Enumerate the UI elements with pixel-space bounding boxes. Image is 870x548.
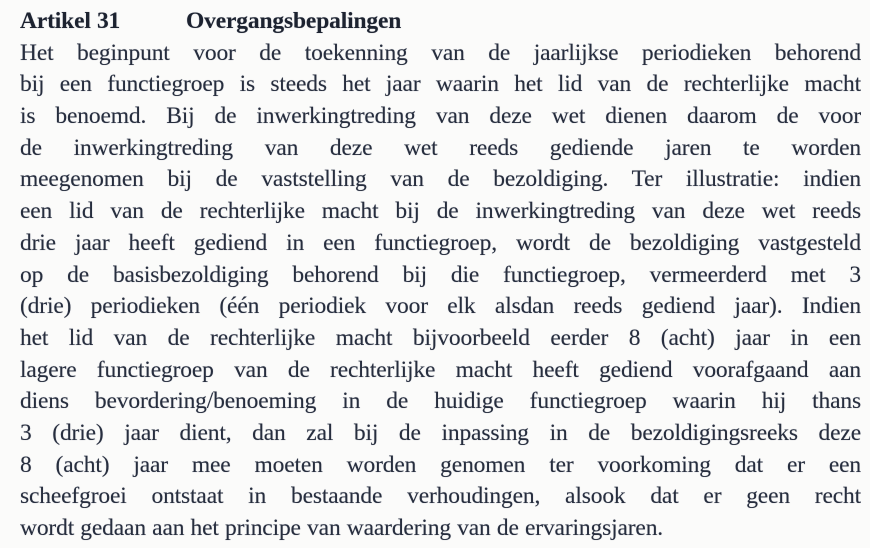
text-line: (drie) periodieken (één periodiek voor elk alsdan reeds gediend jaar). Indien — [20, 293, 861, 320]
article-number: Artikel 31 — [20, 8, 121, 34]
article-heading — [20, 6, 861, 38]
text-line: 8 (acht) jaar mee moeten worden genomen ter voorkoming dat er een — [20, 451, 861, 478]
text-line: scheefgroei ontstaat in bestaande verhoudingen, alsook dat er geen recht — [20, 483, 861, 510]
text-line: lagere functiegroep van de rechterlijke macht heeft gediend voorafgaand aan — [20, 356, 861, 383]
text-line: de inwerkingtreding van deze wet reeds gediende jaren te worden — [20, 134, 861, 161]
text-line: diens bevordering/benoeming in de huidige functiegroep waarin hij thans — [20, 388, 861, 415]
text-line: wordt gedaan aan het principe van waardering van de ervaringsjaren. — [20, 515, 664, 541]
text-line: het lid van de rechterlijke macht bijvoorbeeld eerder 8 (acht) jaar in een — [20, 324, 861, 351]
text-line: een lid van de rechterlijke macht bij de inwerkingtreding van deze wet reeds — [20, 198, 861, 225]
text-line: op de basisbezoldiging behorend bij die functiegroep, vermeerderd met 3 — [20, 261, 861, 288]
text-line: 3 (drie) jaar dient, dan zal bij de inpassing in de bezoldigingsreeks deze — [20, 419, 861, 446]
text-line: meegenomen bij de vaststelling van de bezoldiging. Ter illustratie: indien — [20, 166, 861, 193]
text-line: drie jaar heeft gediend in een functiegroep, wordt de bezoldiging vastgesteld — [20, 229, 861, 256]
article-title: Overgangsbepalingen — [186, 8, 402, 34]
text-line: is benoemd. Bij de inwerkingtreding van deze wet dienen daarom de voor — [20, 103, 861, 130]
text-line: bij een functiegroep is steeds het jaar waarin het lid van de rechterlijke macht — [20, 71, 861, 98]
document-body — [20, 6, 861, 545]
text-line: Het beginpunt voor de toekenning van de jaarlijkse periodieken behorend — [20, 39, 861, 66]
